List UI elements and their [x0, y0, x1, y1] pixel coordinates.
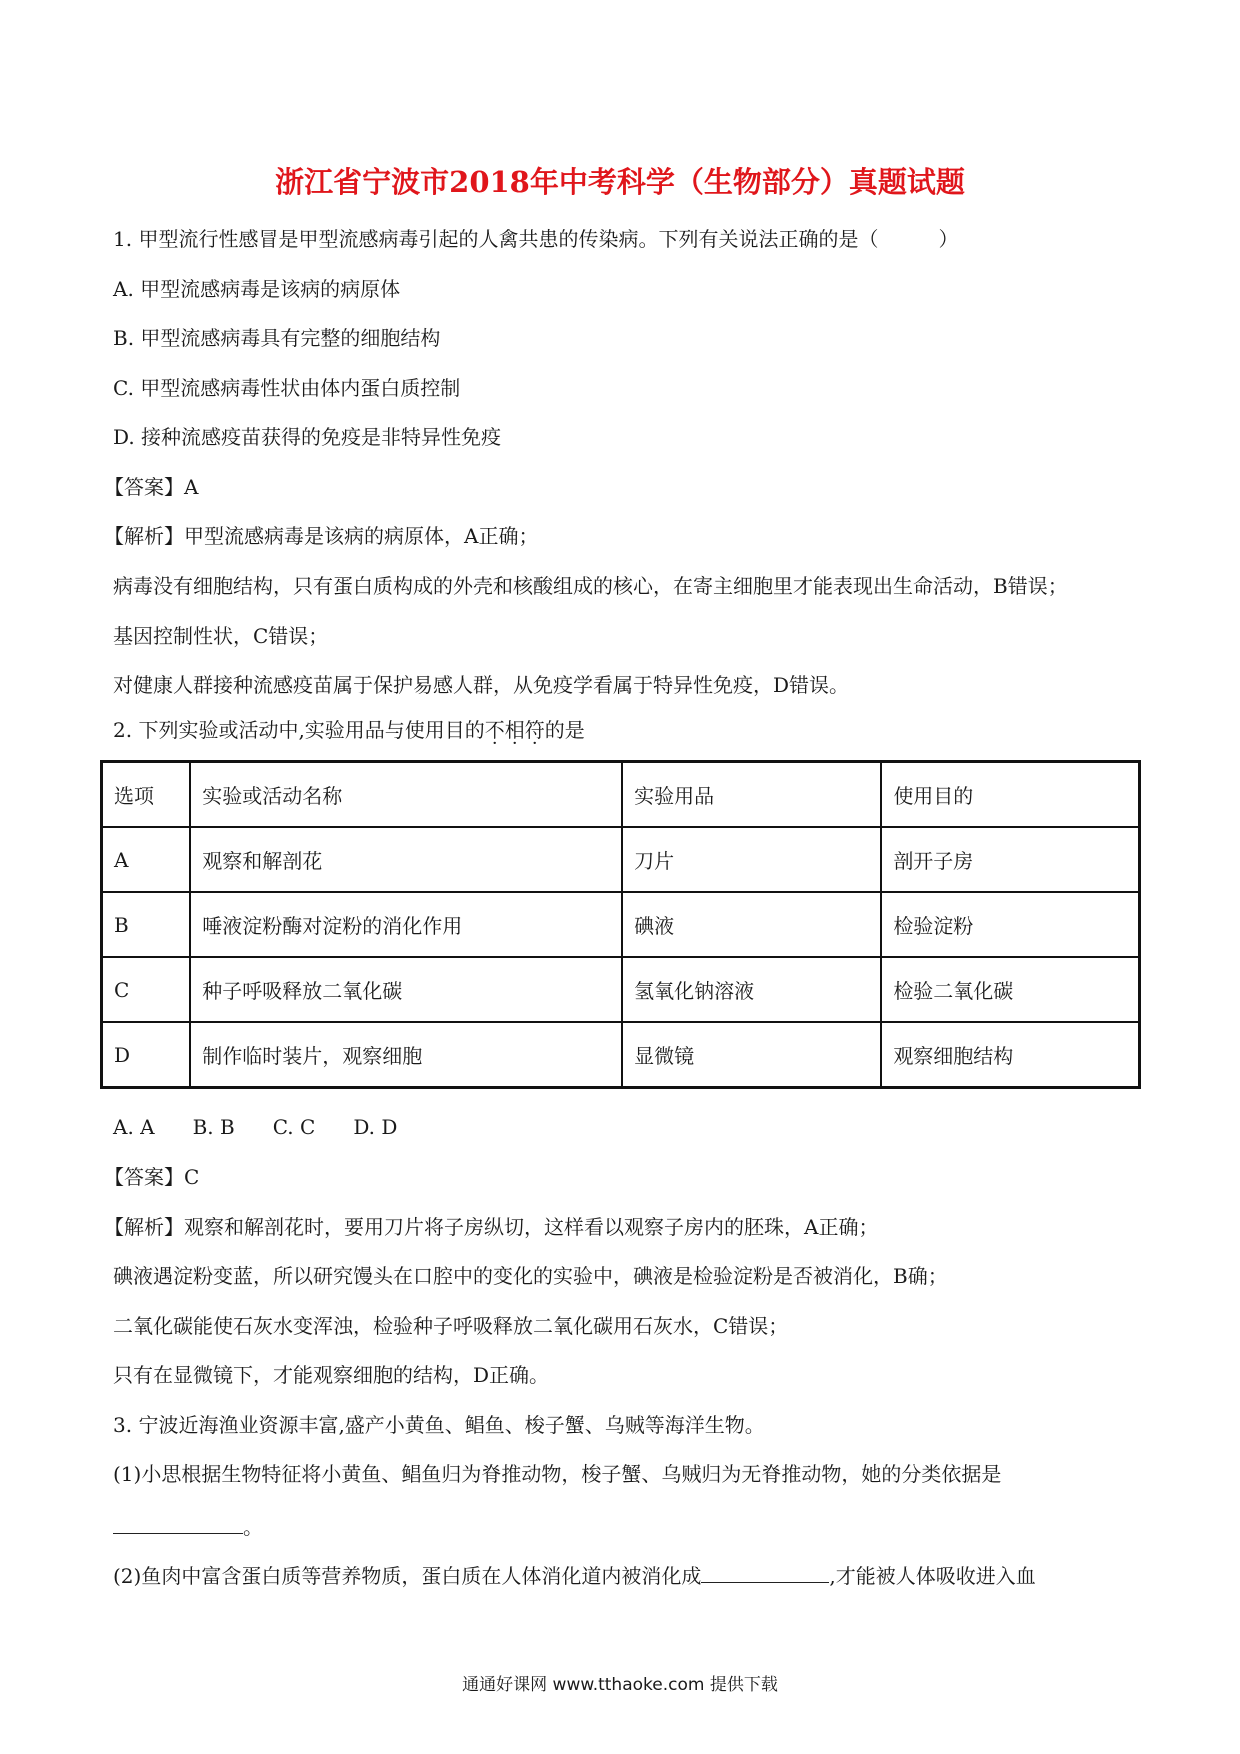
answer-blank[interactable]	[701, 1562, 829, 1583]
table-cell: 种子呼吸释放二氧化碳	[190, 957, 622, 1022]
q2-option-d: D. D	[353, 1115, 398, 1139]
emphasis-char: 符	[524, 718, 545, 742]
q1-analysis-line: 【解析】甲型流感病毒是该病的病原体，A正确；	[104, 524, 539, 548]
q1-option-d: D. 接种流感疫苗获得的免疫是非特异性免疫	[113, 425, 502, 449]
q2-table	[100, 760, 1141, 1089]
q2-option-b: B. B	[192, 1115, 235, 1139]
q3-sub1-end: 。	[243, 1515, 263, 1539]
q2-analysis-line: 【解析】观察和解剖花时，要用刀片将子房纵切，这样看以观察子房内的胚珠，A正确；	[104, 1215, 879, 1239]
table-header: 选项	[102, 762, 191, 828]
table-cell: 唾液淀粉酶对淀粉的消化作用	[190, 892, 622, 957]
table-cell: 观察细胞结构	[881, 1022, 1139, 1088]
q1-option-b: B. 甲型流感病毒具有完整的细胞结构	[113, 326, 441, 350]
table-header-row	[102, 762, 1140, 828]
page-title: 浙江省宁波市2018年中考科学（生物部分）真题试题	[275, 165, 965, 199]
table-cell: C	[102, 957, 191, 1022]
q1-analysis-line: 基因控制性状，C错误；	[113, 624, 329, 648]
q2-stem-before: 2. 下列实验或活动中,实验用品与使用目的	[113, 718, 485, 742]
q2-options	[113, 1115, 397, 1139]
q1-option-c: C. 甲型流感病毒性状由体内蛋白质控制	[113, 376, 461, 400]
q2-analysis-line: 只有在显微镜下，才能观察细胞的结构，D正确。	[113, 1363, 550, 1387]
q3-sub2-after: ,才能被人体吸收进入血	[829, 1564, 1036, 1588]
table-cell: A	[102, 827, 191, 892]
q2-option-a: A. A	[113, 1115, 155, 1139]
table-cell: 氢氧化钠溶液	[622, 957, 881, 1022]
q1-answer: 【答案】A	[104, 475, 199, 499]
table-cell: D	[102, 1022, 191, 1088]
q2-answer: 【答案】C	[104, 1165, 200, 1189]
q2-option-c: C. C	[272, 1115, 316, 1139]
emphasis-char: 不	[484, 718, 505, 742]
answer-blank[interactable]	[113, 1513, 243, 1534]
table-row	[102, 827, 1140, 892]
q3-sub1-line1: (1)小思根据生物特征将小黄鱼、鲳鱼归为脊推动物，梭子蟹、乌贼归为无脊推动物，她的分类依据是	[113, 1462, 1002, 1486]
q1-stem: 1. 甲型流行性感冒是甲型流感病毒引起的人禽共患的传染病。下列有关说法正确的是（ ）	[113, 227, 959, 251]
table-cell: B	[102, 892, 191, 957]
table-cell: 观察和解剖花	[190, 827, 622, 892]
q2-stem	[113, 718, 585, 742]
q3-stem: 3. 宁波近海渔业资源丰富,盛产小黄鱼、鲳鱼、梭子蟹、乌贼等海洋生物。	[113, 1413, 765, 1437]
table-cell: 刀片	[622, 827, 881, 892]
table-cell: 检验二氧化碳	[881, 957, 1139, 1022]
q2-stem-after: 的是	[544, 718, 585, 742]
q2-analysis-line: 二氧化碳能使石灰水变浑浊，检验种子呼吸释放二氧化碳用石灰水，C错误；	[113, 1314, 789, 1338]
q2-analysis-line: 碘液遇淀粉变蓝，所以研究馒头在口腔中的变化的实验中，碘液是检验淀粉是否被消化，B确；	[113, 1264, 948, 1288]
table-header: 使用目的	[881, 762, 1139, 828]
q1-option-a: A. 甲型流感病毒是该病的病原体	[113, 277, 401, 301]
table-cell: 碘液	[622, 892, 881, 957]
q3-sub2-before: (2)鱼肉中富含蛋白质等营养物质，蛋白质在人体消化道内被消化成	[113, 1564, 702, 1588]
q1-analysis-line: 病毒没有细胞结构，只有蛋白质构成的外壳和核酸组成的核心，在寄主细胞里才能表现出生命活动，B错误；	[113, 574, 1068, 598]
q3-sub2	[113, 1562, 1036, 1588]
table-row	[102, 957, 1140, 1022]
emphasis-char: 相	[504, 718, 525, 742]
table-header: 实验用品	[622, 762, 881, 828]
page-footer: 通通好课网 www.tthaoke.com 提供下载	[462, 1675, 778, 1695]
table-cell: 剖开子房	[881, 827, 1139, 892]
q3-sub1-line2	[113, 1513, 263, 1539]
table-cell: 显微镜	[622, 1022, 881, 1088]
table-row	[102, 892, 1140, 957]
table-cell: 检验淀粉	[881, 892, 1139, 957]
table-header: 实验或活动名称	[190, 762, 622, 828]
q1-analysis-line: 对健康人群接种流感疫苗属于保护易感人群，从免疫学看属于特异性免疫，D错误。	[113, 673, 850, 697]
table-row	[102, 1022, 1140, 1088]
table-cell: 制作临时装片，观察细胞	[190, 1022, 622, 1088]
